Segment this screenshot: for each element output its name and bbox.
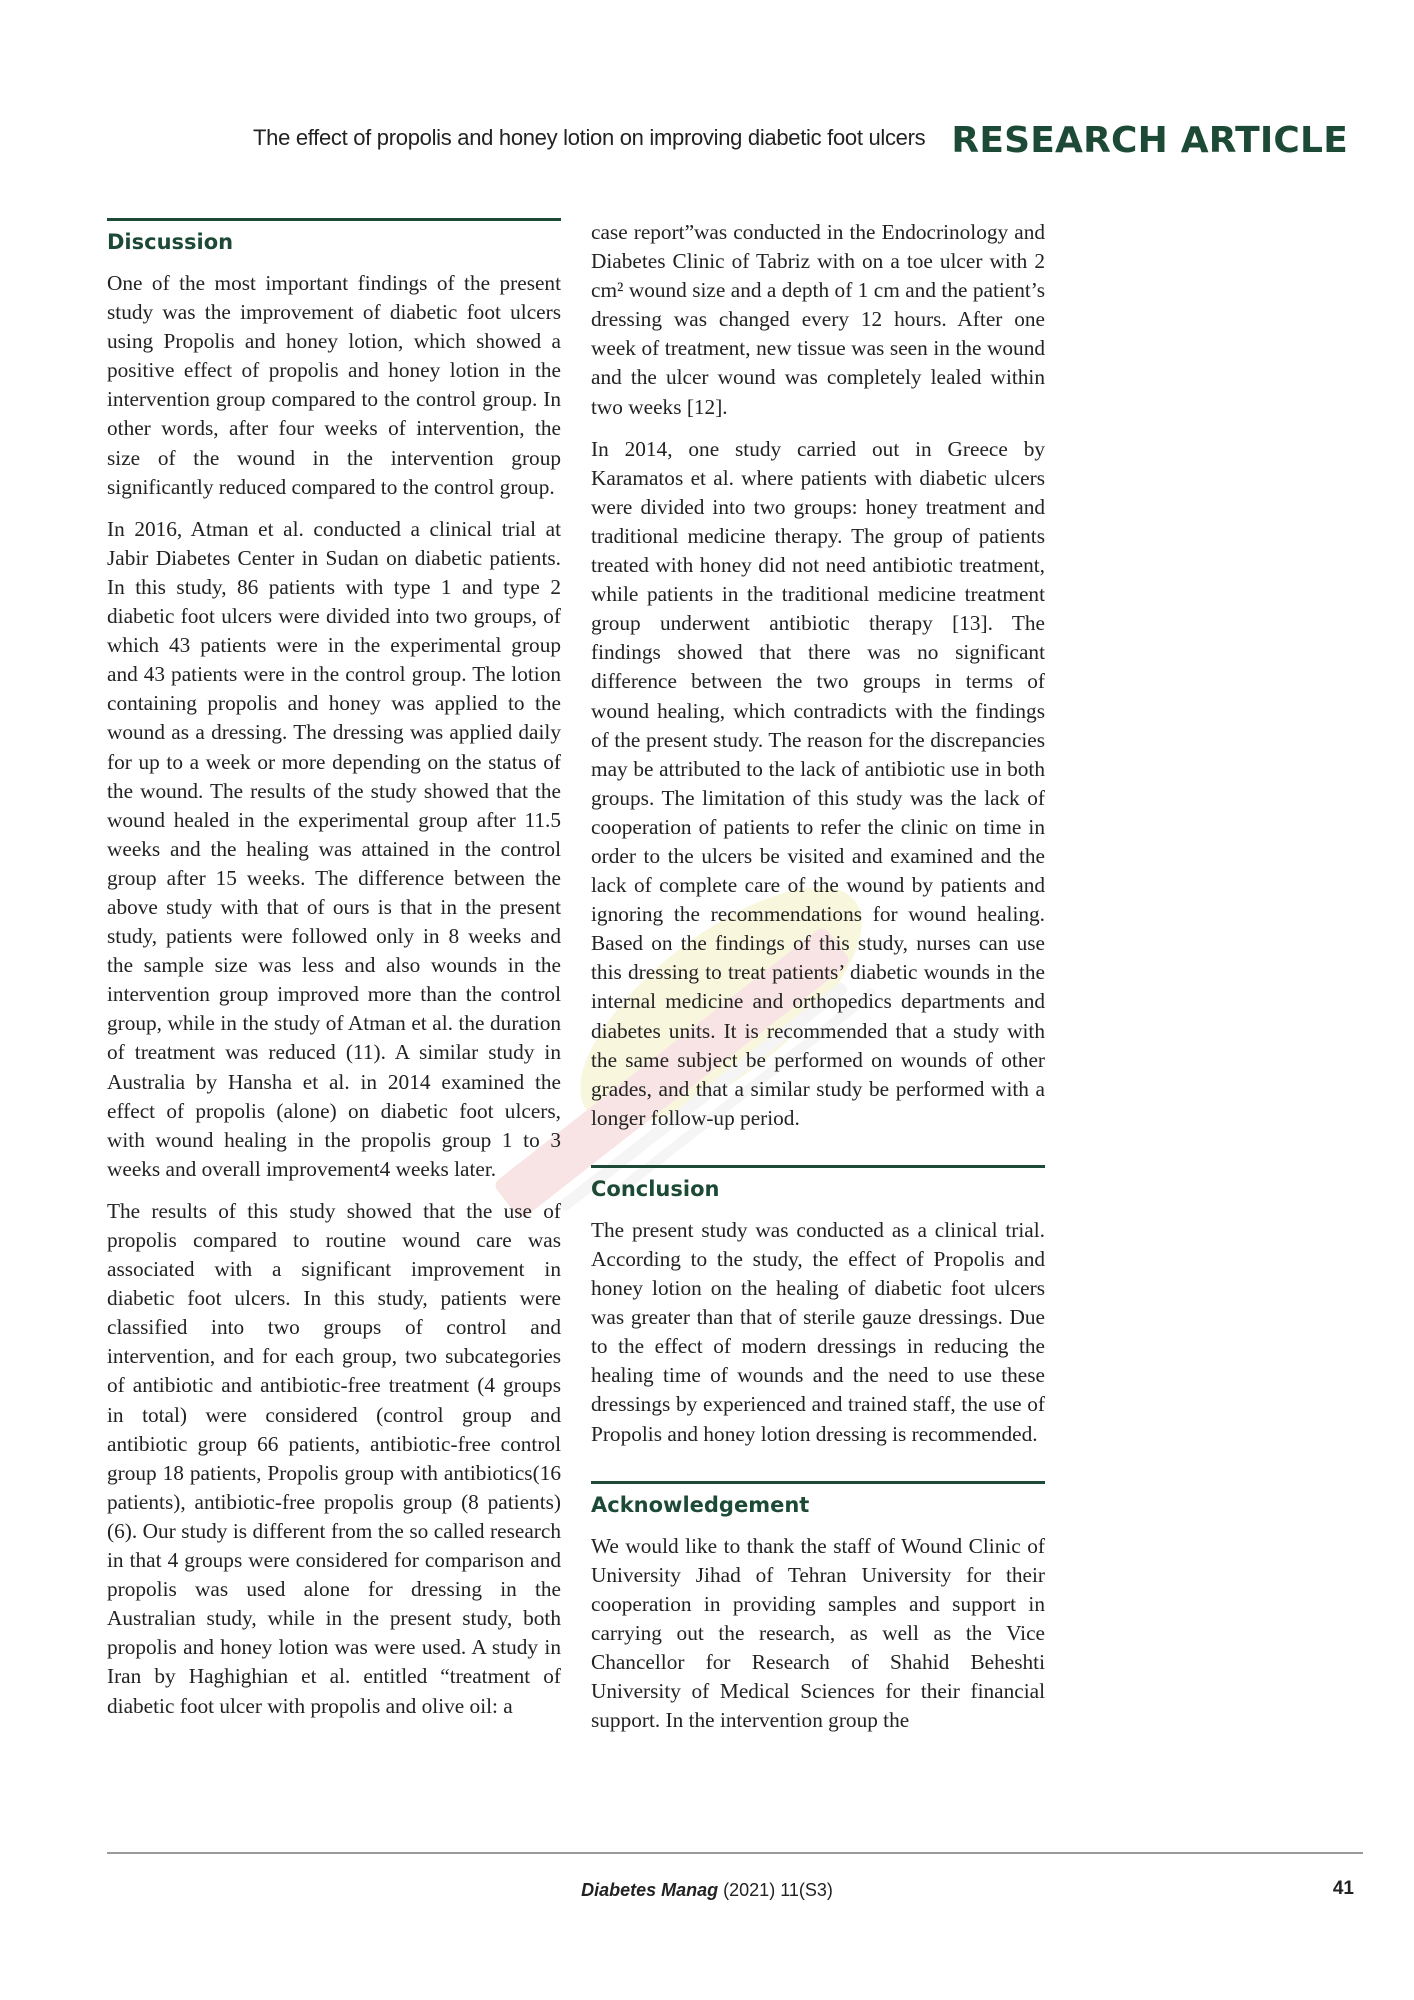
footer-rule: [107, 1852, 1363, 1854]
article-type-label: RESEARCH ARTICLE: [951, 120, 1348, 161]
journal-name: Diabetes Manag: [581, 1880, 719, 1900]
discussion-paragraph-1: One of the most important findings of the present study was the improvement of diabetic foot ulcers using Propolis and honey lotion, which showed a positive effect of propolis and honey lotion in the intervention group compared to the control group. In other words, after four weeks of intervention, the size of the wound in the intervention group significantly reduced compared to the control group.: [107, 271, 561, 499]
acknowledgement-paragraph: We would like to thank the staff of Wound Clinic of University Jihad of Tehran University for their cooperation in providing samples and support in carrying out the research, as well as the Vice Chancellor for Research of Shahid Beheshti University of Medical Sciences for their financial support. In the intervention group the: [591, 1533, 1045, 1733]
page-number: 41: [1332, 1878, 1354, 1899]
discussion-paragraph-3: The results of this study showed that the use of propolis compared to routine wound care was associated with a significant improvement in diabetic foot ulcers. In this study, patients were classified into two groups of control and intervention, and for each group, two subcategories of antibiotic and antibiotic-free treatment (4 groups in total) were considered (control group and antibiotic group 66 patients, antibiotic-free control group 18 patients, Propolis group with antibiotics(16 patients), antibiotic-free propolis group (8 patients) (6). Our study is different from the so called research in that 4 groups were considered for comparison and propolis was used alone for dressing in the Australian study, while in the present study, both propolis and honey lotion was were used. A study in Iran by Haghighian et al. entitled “treatment of diabetic foot ulcer with propolis and olive oil: a: [107, 1198, 561, 1718]
section-rule: [591, 1165, 1045, 1168]
conclusion-paragraph: The present study was conducted as a clinical trial. According to the study, the effect of Propolis and honey lotion on the healing of diabetic foot ulcers was greater than that of sterile gauze dressings. Due to the effect of modern dressings in reducing the healing time of wounds and the need to use these dressings by experienced and trained staff, the use of Propolis and honey lotion dressing is recommended.: [591, 1217, 1045, 1446]
acknowledgement-heading: Acknowledgement: [591, 1492, 810, 1517]
discussion-heading: Discussion: [107, 230, 234, 254]
conclusion-section: [591, 1165, 1045, 1449]
running-title: The effect of propolis and honey lotion on improving diabetic foot ulcers: [253, 125, 926, 150]
left-column: [107, 218, 561, 1734]
conclusion-heading: Conclusion: [591, 1176, 720, 1201]
section-rule: [107, 218, 561, 221]
acknowledgement-section: [591, 1481, 1045, 1736]
right-column: [591, 218, 1045, 1748]
footer-citation: [0, 1880, 1414, 1901]
journal-issue: (2021) 11(S3): [718, 1880, 833, 1900]
section-rule: [591, 1481, 1045, 1484]
discussion-paragraph-4: case report”was conducted in the Endocrinology and Diabetes Clinic of Tabriz with on a toe ulcer with 2 cm² wound size and a depth of 1 cm and the patient’s dressing was changed every 12 hours. After one week of treatment, new tissue was seen in the wound and the ulcer wound was completely lealed within two weeks [12].: [591, 220, 1045, 419]
discussion-paragraph-5: In 2014, one study carried out in Greece by Karamatos et al. where patients with diabetic ulcers were divided into two groups: honey treatment and traditional medicine therapy. The group of patients treated with honey did not need antibiotic treatment, while patients in the traditional medicine treatment group underwent antibiotic therapy [13]. The findings showed that there was no significant difference between the two groups in terms of wound healing, which contradicts with the findings of the present study. The reason for the discrepancies may be attributed to the lack of antibiotic use in both groups. The limitation of this study was the lack of cooperation of patients to refer the clinic on time in order to the ulcers be visited and examined and the lack of complete care of the wound by patients and ignoring the recommendations for wound healing. Based on the findings of this study, nurses can use this dressing to treat patients’ diabetic wounds in the internal medicine and orthopedics departments and diabetes units. It is recommended that a study with the same subject be performed on wounds of other grades, and that a similar study be performed with a longer follow-up period.: [591, 436, 1045, 1130]
discussion-paragraph-2: In 2016, Atman et al. conducted a clinical trial at Jabir Diabetes Center in Sudan on diabetic patients. In this study, 86 patients with type 1 and type 2 diabetic foot ulcers were divided into two groups, of which 43 patients were in the experimental group and 43 patients were in the control group. The lotion containing propolis and honey was applied to the wound as a dressing. The dressing was applied daily for up to a week or more depending on the status of the wound. The results of the study showed that the wound healed in the experimental group after 11.5 weeks and the healing was attained in the control group after 15 weeks. The difference between the above study with that of ours is that in the present study, patients were followed only in 8 weeks and the sample size was less and also wounds in the intervention group improved more than the control group, while in the study of Atman et al. the duration of treatment was reduced (11). A similar study in Australia by Hansha et al. in 2014 examined the effect of propolis (alone) on diabetic foot ulcers, with wound healing in the propolis group 1 to 3 weeks and overall improvement4 weeks later.: [107, 516, 561, 1181]
